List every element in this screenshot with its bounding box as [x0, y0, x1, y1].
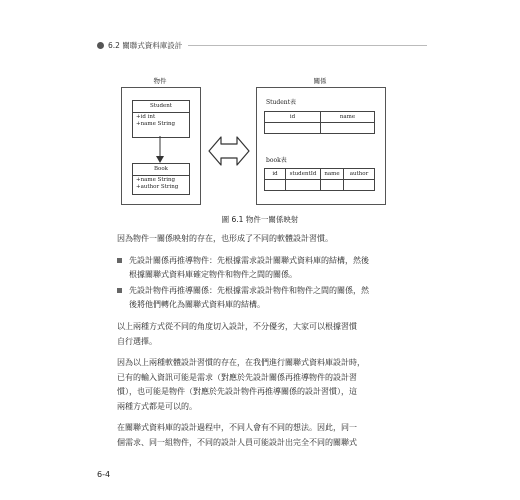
section-title: 6.2 關聯式資料庫設計	[108, 40, 183, 50]
book-class-name: Book	[133, 164, 189, 176]
text-line: 在關聯式資料庫的設計過程中，不同人會有不同的想法。因此，同一	[117, 423, 357, 432]
header-rule	[188, 45, 427, 46]
bullet-line: 先設計物件再推導關係：先根據需求設計物件和物件之間的關係，然	[129, 286, 369, 295]
paragraph-habits	[117, 356, 397, 414]
text-line: 自行選擇。	[117, 336, 157, 346]
book-col-name: name	[321, 169, 344, 180]
book-col-author: author	[344, 169, 375, 180]
student-attr-id: +id int	[136, 114, 156, 120]
book-col-studentid: studentId	[286, 169, 321, 180]
text-line: 以上兩種方式從不同的角度切入設計，不分優劣，大家可以根據習慣	[117, 322, 357, 331]
bullet-line: 後將他們轉化為關聯式資料庫的結構。	[129, 300, 265, 309]
paragraph-design-process	[117, 421, 397, 450]
student-attr-name: +name String	[136, 121, 176, 127]
book-class-box	[132, 163, 190, 195]
association-arrow-icon	[150, 136, 170, 164]
student-table	[264, 111, 375, 134]
student-class-box	[132, 100, 190, 138]
section-header	[97, 38, 427, 52]
text-line: 因為以上兩種軟體設計習慣的存在，在我們進行關聯式資料庫設計時，	[117, 358, 365, 367]
book-table	[264, 168, 375, 191]
square-bullet-icon	[117, 288, 122, 293]
book-cell-empty	[286, 180, 321, 191]
book-attr-name: +name String	[136, 177, 176, 183]
text-line: 個需求、同一組物件，不同的設計人員可能設計出完全不同的關聯式	[117, 437, 357, 447]
student-col-name: name	[321, 112, 375, 123]
book-col-id: id	[265, 169, 286, 180]
bullet-item	[117, 284, 399, 312]
student-table-label: Student表	[266, 99, 297, 106]
bullet-line: 先設計關係再推導物件：先根據需求設計關聯式資料庫的結構，然後	[129, 256, 369, 265]
book-table-label: book表	[266, 157, 287, 164]
book-attr-author: +author String	[136, 184, 179, 190]
relation-panel-title: 關係	[313, 77, 327, 85]
text-line: 慣），也可能是物件（對應於先設計物件再推導關係的設計習慣），這	[117, 387, 357, 396]
student-col-id: id	[265, 112, 321, 123]
text-line: 已有的輸入資訊可能是需求（對應於先設計關係再推導物件的設計習	[117, 372, 357, 382]
page-number: 6-4	[97, 470, 111, 479]
book-cell-empty	[321, 180, 344, 191]
square-bullet-icon	[117, 258, 122, 263]
bullet-dot-icon	[97, 42, 104, 49]
bullet-item	[117, 254, 399, 282]
text-line: 兩種方式都是可以的。	[117, 401, 197, 411]
paragraph-choice	[117, 320, 397, 349]
figure-caption: 圖 6.1 物件一關係映射	[221, 215, 299, 224]
book-cell-empty	[265, 180, 286, 191]
bidirectional-arrow-icon	[208, 134, 250, 168]
bullet-line: 根據關聯式資料庫確定物件和物件之間的關係。	[129, 270, 297, 279]
object-panel-title: 物件	[153, 77, 167, 85]
student-cell-empty	[265, 123, 321, 134]
student-cell-empty	[321, 123, 375, 134]
student-class-name: Student	[133, 101, 189, 113]
paragraph-intro: 因為物件一關係映射的存在，也形成了不同的軟體設計習慣。	[117, 234, 333, 243]
book-cell-empty	[344, 180, 375, 191]
